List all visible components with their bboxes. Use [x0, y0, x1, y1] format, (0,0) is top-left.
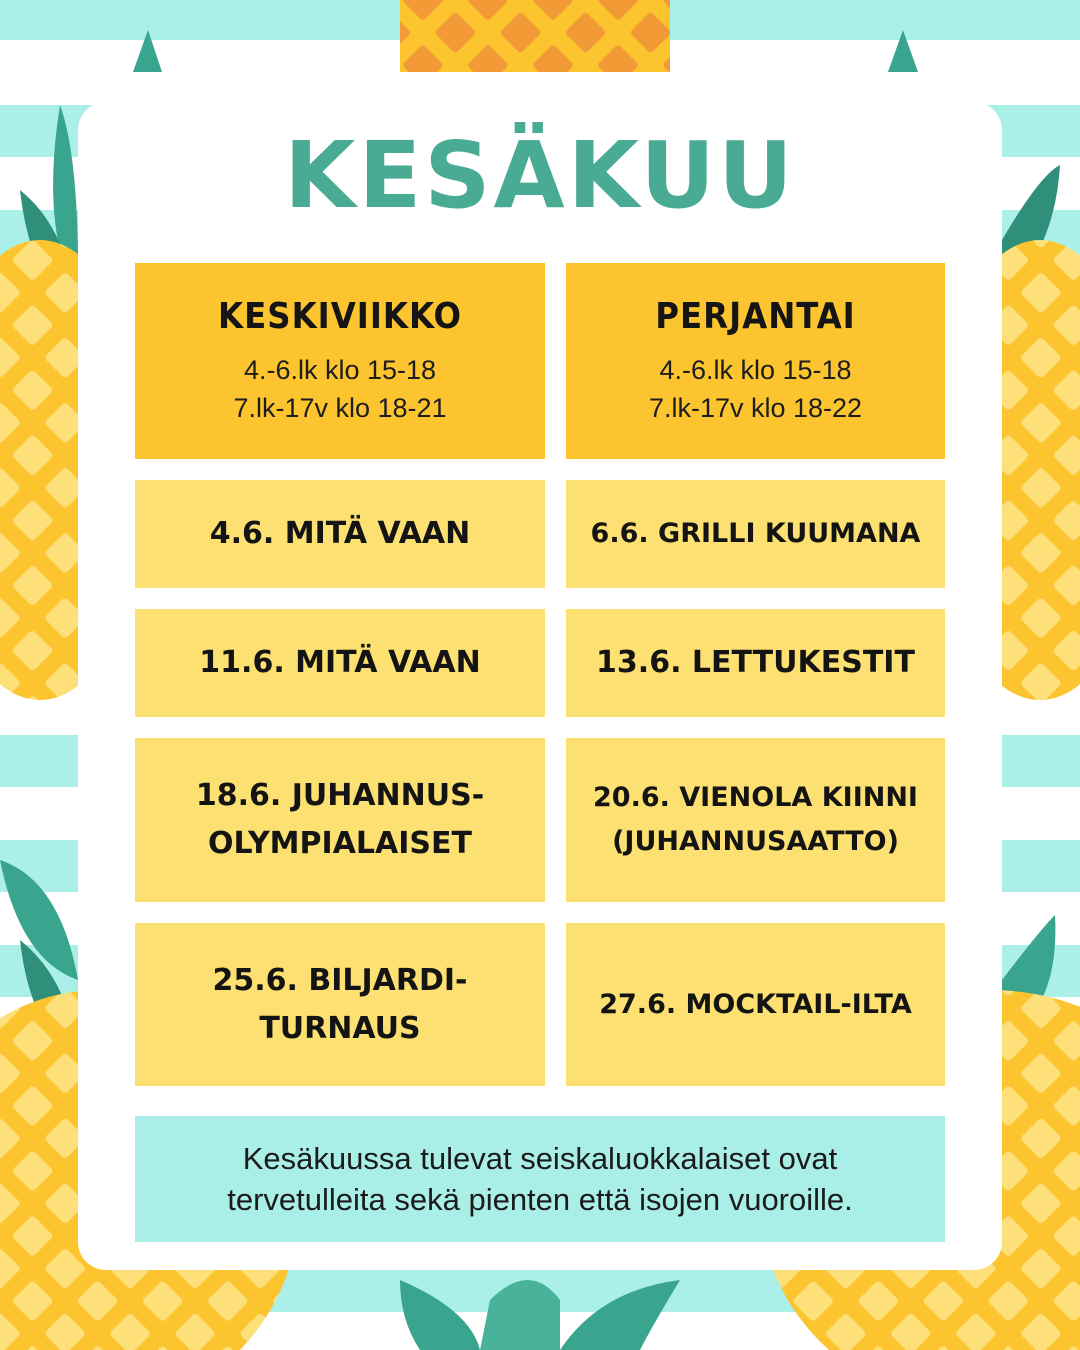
- info-note: [135, 1116, 945, 1242]
- time-slot: 4.-6.lk klo 15-18: [659, 354, 852, 385]
- event-title: OLYMPIALAISET: [208, 826, 472, 861]
- event-title: 18.6. JUHANNUS-: [195, 778, 485, 813]
- event-card-wednesday: [135, 923, 545, 1086]
- note-line: Kesäkuussa tulevat seiskaluokkalaiset ovat: [242, 1141, 838, 1176]
- event-card-friday: [566, 923, 945, 1086]
- day-header-friday: [566, 263, 945, 459]
- time-slot: 7.lk-17v klo 18-22: [648, 392, 863, 423]
- event-title: 20.6. VIENOLA KIINNI: [593, 782, 918, 813]
- event-title: 11.6. MITÄ VAAN: [199, 645, 481, 680]
- event-title: 4.6. MITÄ VAAN: [209, 516, 471, 551]
- event-title: (JUHANNUSAATTO): [612, 826, 899, 857]
- event-card-wednesday: [135, 609, 545, 717]
- event-card-wednesday: [135, 480, 545, 588]
- event-title: 25.6. BILJARDI-: [212, 962, 468, 998]
- event-card-wednesday: [135, 738, 545, 902]
- day-name: PERJANTAI: [655, 295, 856, 337]
- day-name: KESKIVIIKKO: [218, 295, 462, 337]
- event-card-friday: [566, 738, 945, 902]
- note-line: tervetulleita sekä pienten että isojen vuoroille.: [227, 1182, 853, 1217]
- event-card-friday: [566, 609, 945, 717]
- event-title: 6.6. GRILLI KUUMANA: [590, 518, 921, 549]
- event-title: TURNAUS: [259, 1010, 421, 1046]
- time-slot: 7.lk-17v klo 18-21: [233, 392, 447, 423]
- event-card-friday: [566, 480, 945, 588]
- event-title: 13.6. LETTUKESTIT: [596, 645, 915, 680]
- day-header-wednesday: [135, 263, 545, 459]
- page-title: KESÄKUU: [284, 122, 796, 229]
- event-title: 27.6. MOCKTAIL-ILTA: [599, 988, 912, 1020]
- time-slot: 4.-6.lk klo 15-18: [243, 354, 437, 385]
